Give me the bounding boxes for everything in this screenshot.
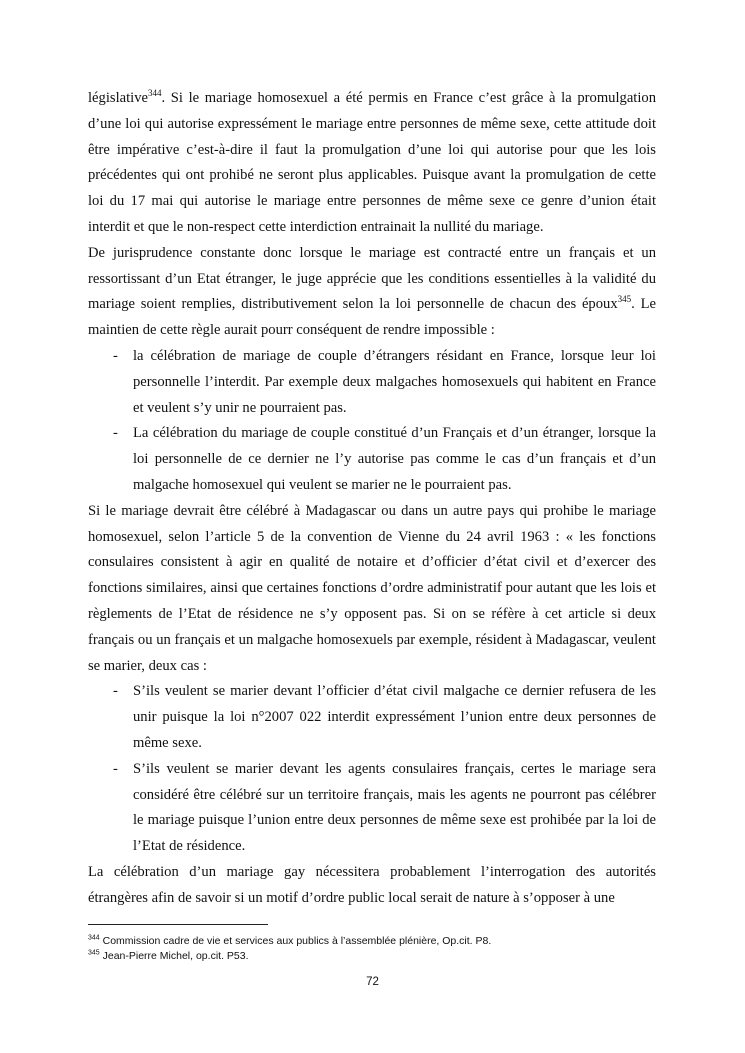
list-item-text: S’ils veulent se marier devant les agents consulaires français, certes le mariage sera considéré être célébré sur un territoire français, mais les agents ne pourront pas célébrer le mariage puisque l’union entre deux personnes de même sexe est prohibée par la loi de l’Etat de résidence. — [133, 760, 656, 855]
page-number: 72 — [366, 976, 379, 988]
list-item-text: S’ils veulent se marier devant l’officier d’état civil malgache ce dernier refusera de les unir puisque la loi n°2007 022 interdit expressément l’union entre deux personnes de même sexe. — [133, 683, 656, 751]
list-item-text: La célébration du mariage de couple constitué d’un Français et d’un étranger, lorsque la loi personnelle de ce dernier ne l’y autorise pas comme le cas d’un français et d’un malgache homosexuel qui veulent se marier ne le pourraient pas. — [133, 425, 656, 493]
cases-list — [88, 679, 656, 860]
list-item — [88, 421, 656, 498]
footnote-ref-344[interactable]: 344 — [147, 88, 162, 99]
dash-bullet: - — [113, 347, 118, 364]
paragraph-1-lead: législative — [88, 90, 148, 106]
footnote-text: Jean-Pierre Michel, op.cit. P53. — [99, 950, 249, 962]
paragraph-1 — [88, 86, 656, 241]
dash-bullet: - — [113, 425, 118, 442]
paragraph-2 — [88, 241, 656, 344]
footnote-345 — [88, 949, 656, 964]
paragraph-3: Si le mariage devrait être célébré à Madagascar ou dans un autre pays qui prohibe le mariage homosexuel, selon l’article 5 de la convention de Vienne du 24 avril 1963 : « les fonctions consulaires consistent à agir en qualité de notaire et d’officier d’état civil et d’exercer des fonctions similaires, ainsi que certaines fonctions d’ordre administratif pour autant que les lois et règlements de l’Etat de résidence ne s’y opposent pas. Si on se réfère à cet article si deux français ou un français et un malgache homosexuels par exemple, résident à Madagascar, veulent se marier, deux cas : — [88, 502, 656, 674]
footnote-number: 345 — [88, 949, 100, 957]
dash-bullet: - — [113, 683, 118, 700]
footnotes-section — [88, 924, 656, 964]
paragraph-2-rest: . Le maintien de cette règle aurait pourr conséquent de rendre impossible : — [88, 296, 656, 339]
dash-bullet: - — [113, 760, 118, 777]
footnote-344 — [88, 934, 656, 949]
list-item — [88, 344, 656, 421]
list-item — [88, 757, 656, 860]
paragraph-4: La célébration d’un mariage gay nécessitera probablement l’interrogation des autorités étrangères afin de savoir si un motif d’ordre public local serait de nature à s’opposer à une — [88, 863, 656, 906]
page-body — [88, 86, 656, 912]
paragraph-2-lead: De jurisprudence constante donc lorsque le mariage est contracté entre un français et un ressortissant d’un Etat étranger, le juge apprécie que les conditions essentielles à la validité du mariage soient remplies, distributivement selon la loi personnelle de chacun des époux — [88, 244, 656, 313]
list-item — [88, 679, 656, 756]
list-item-text: la célébration de mariage de couple d’étrangers résidant en France, lorsque leur loi personnelle l’interdit. Par exemple deux malgaches homosexuels qui habitent en France et veulent s’y unir ne pourraient pas. — [133, 347, 656, 416]
footnote-separator — [88, 924, 268, 925]
footnote-text: Commission cadre de vie et services aux publics à l’assemblée plénière, Op.cit. P8. — [99, 935, 492, 947]
consequences-list — [88, 344, 656, 499]
footnote-ref-345[interactable]: 345 — [617, 294, 632, 305]
footnote-number: 344 — [88, 934, 100, 942]
paragraph-1-rest: . Si le mariage homosexuel a été permis en France c’est grâce à la promulgation d’une loi qui autorise expressément le mariage entre personnes de même sexe, cette attitude doit être impérative c’est-à-dire il faut la promulgation d’une loi qui autorise pour que les lois précédentes qui ont prohibé ne seront plus applicables. Puisque avant la promulgation de cette loi du 17 mai qui autorise le mariage entre personnes de même sexe ce genre d’union était interdit et que le non-respect cette interdiction entrainait la nullité du mariage. — [88, 90, 656, 235]
